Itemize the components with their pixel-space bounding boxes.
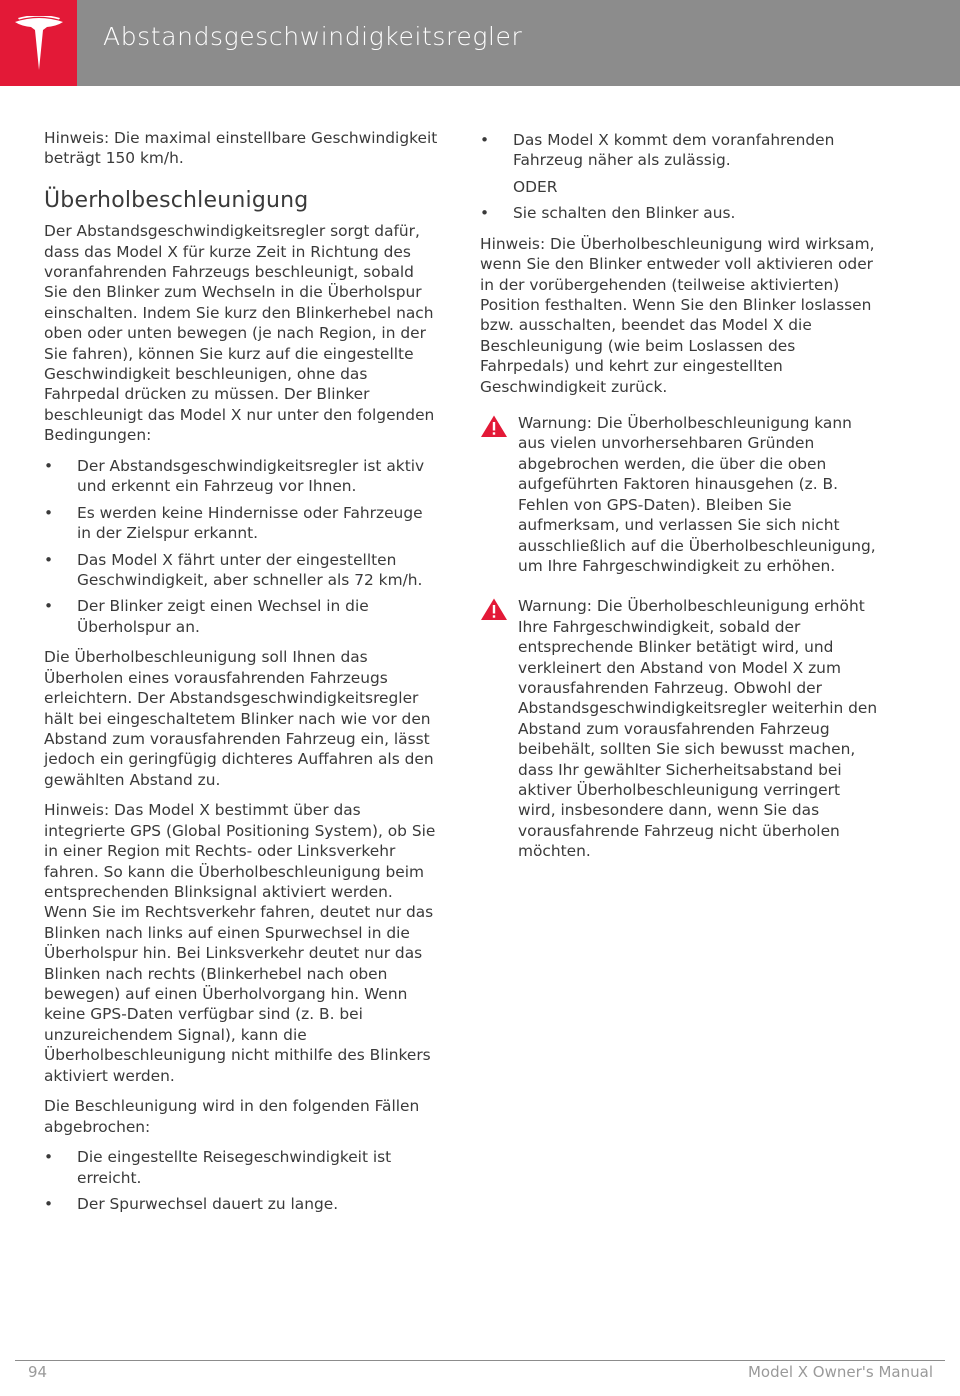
cancel-list: [44, 1147, 439, 1214]
warning-triangle-icon: [480, 414, 508, 438]
conditions-list: [44, 456, 439, 637]
bullet-icon: •: [44, 597, 54, 616]
overtake-paragraph: Die Überholbeschleunigung soll Ihnen das Überholen eines vorausfahrenden Fahrzeugs erleichtern. Der Abstandsgeschwindigkeitsregler hält bei eingeschaltetem Blinker nach wie vor den Abstand zum vorausfahrenden Fahrzeug ein, lässt jedoch ein geringfügig dichteres Auffahren als den gewählten Abstand zu.: [44, 648, 434, 789]
bullet-icon: •: [44, 1148, 54, 1167]
list-item: • Die eingestellte Reisegeschwindigkeit ist erreicht.: [44, 1148, 392, 1187]
page-header: [0, 0, 960, 86]
left-column: [44, 128, 439, 1225]
note-gps: Hinweis: Das Model X bestimmt über das integrierte GPS (Global Positioning System), ob Sie in einer Region mit Rechts- oder Linksverkehr fahren. So kann die Überholbeschleunigung beim entsprechenden Blinksignal aktiviert werden. Wenn Sie im Rechtsverkehr fahren, deutet nur das Blinken nach links auf einen Spurwechsel in die Überholspur hin. Bei Linksverkehr deutet nur das Blinken nach rechts (Blinkerhebel nach oben bewegen) auf einen Überholvorgang hin. Wenn keine GPS-Daten verfügbar sind (z. B. bei unzureichendem Signal), kann die Überholbeschleunigung nicht mithilfe des Blinkers aktiviert werden.: [44, 801, 436, 1085]
list-item: • Der Spurwechsel dauert zu lange.: [44, 1195, 339, 1214]
warning-triangle-icon: [480, 597, 508, 621]
tesla-t-logo-icon: [13, 16, 65, 72]
logo-box: [0, 0, 77, 86]
list-item: • Es werden keine Hindernisse oder Fahrzeuge in der Zielspur erkannt.: [44, 503, 423, 543]
page-number: 94: [28, 1363, 48, 1381]
warning-text: Warnung: Die Überholbeschleunigung kann aus vielen unvorhersehbaren Gründen abgebrochen werden, die über die oben aufgeführten Faktoren hinausgehen (z. B. Fehlen von GPS-Daten). Bleiben Sie aufmerksam, und verlassen Sie sich nicht ausschließlich auf die Überholbeschleunigung, um Ihre Fahrgeschwindigkeit zu erhöhen.: [518, 414, 876, 575]
bullet-icon: •: [44, 503, 54, 522]
footer-divider: [15, 1360, 945, 1361]
warning-block: [480, 413, 880, 576]
bullet-icon: •: [44, 550, 54, 569]
list-item: • Das Model X fährt unter der eingestellten Geschwindigkeit, aber schneller als 72 km/h.: [44, 550, 423, 589]
note-max-speed: Hinweis: Die maximal einstellbare Geschwindigkeit beträgt 150 km/h.: [44, 129, 438, 168]
cancel-intro: Die Beschleunigung wird in den folgenden Fällen abgebrochen:: [44, 1097, 420, 1136]
bullet-icon: •: [44, 456, 54, 475]
cancel-list-end: [480, 203, 880, 223]
list-item: • Der Abstandsgeschwindigkeitsregler ist aktiv und erkennt ein Fahrzeug vor Ihnen.: [44, 456, 425, 496]
list-item: • Der Blinker zeigt einen Wechsel in die Überholspur an.: [44, 597, 369, 636]
section-heading: Überholbeschleunigung: [44, 187, 309, 213]
page-title: Abstandsgeschwindigkeitsregler: [103, 22, 523, 51]
bullet-icon: •: [480, 131, 490, 149]
warning-block: [480, 596, 880, 861]
or-label: ODER: [513, 177, 558, 196]
intro-paragraph: Der Abstandsgeschwindigkeitsregler sorgt dafür, dass das Model X für kurze Zeit in Richtung des voranfahrenden Fahrzeugs beschleunigt, sobald Sie den Blinker zum Wechseln in die Überholspur einschalten. Indem Sie kurz den Blinkerhebel nach oben oder unten bewegen (je nach Region, in der Sie fahren), können Sie kurz auf die eingestellte Geschwindigkeit beschleunigen, ohne das Fahrpedal drücken zu müssen. Der Blinker beschleunigt das Model X nur unter den folgenden Bedingungen:: [44, 222, 435, 445]
list-item: • Sie schalten den Blinker aus.: [480, 204, 736, 223]
list-item: • Das Model X kommt dem voranfahrenden Fahrzeug näher als zulässig.: [480, 131, 835, 170]
warning-text: Warnung: Die Überholbeschleunigung erhöht Ihre Fahrgeschwindigkeit, sobald der entsprechende Blinker betätigt wird, und verkleinert den Abstand von Model X zum vorausfahrenden Fahrzeug. Obwohl der Abstandsgeschwindigkeitsregler weiterhin den Abstand zum vorausfahrenden Fahrzeug beibehält, sollten Sie sich bewusst machen, dass Ihr gewählter Sicherheitsabstand bei aktiver Überholbeschleunigung verringert wird, insbesondere dann, wenn Sie das vorausfahrende Fahrzeug nicht überholen möchten.: [518, 597, 878, 861]
right-column: [480, 130, 880, 882]
bullet-icon: •: [480, 204, 490, 223]
cancel-list-continued: [480, 130, 880, 171]
note-activation: Hinweis: Die Überholbeschleunigung wird wirksam, wenn Sie den Blinker entweder voll aktivieren oder in der vorübergehenden (teilweise aktivierten) Position festhalten. Wenn Sie den Blinker loslassen bzw. ausschalten, beendet das Model X die Beschleunigung (wie beim Loslassen des Fahrpedals) und kehrt zur eingestellten Geschwindigkeit zurück.: [480, 234, 875, 396]
bullet-icon: •: [44, 1195, 54, 1214]
manual-title: Model X Owner's Manual: [747, 1363, 933, 1381]
